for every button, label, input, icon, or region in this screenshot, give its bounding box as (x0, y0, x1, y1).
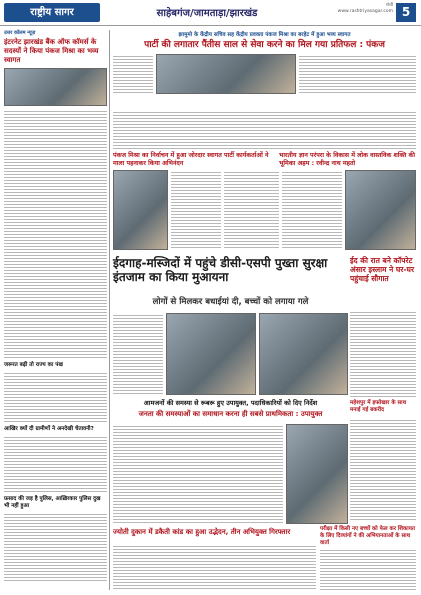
column-rule (109, 30, 110, 590)
left-column (4, 30, 107, 590)
edition-city: रांची (385, 3, 393, 8)
newspaper-logo: राष्ट्रीय सागर (4, 3, 100, 22)
lower-caption: आमजनों की समस्या से रूबरू हुए उपायुक्त, पदाधिकारियों को दिए निर्देश (143, 399, 318, 407)
exam-text (320, 548, 416, 590)
right-text-1 (350, 310, 416, 398)
lower-photo-2 (259, 313, 348, 395)
mid-photo-2 (345, 170, 416, 250)
masthead-meta (333, 3, 393, 15)
left-article-text-2 (4, 371, 107, 423)
banner-right-box (350, 256, 416, 306)
mid-text-1 (171, 170, 220, 250)
top-story (113, 30, 416, 92)
mid-left-hl-box (113, 152, 273, 166)
banner-right-headline: ईद की रात बने कॉपरेट अंसार इस्लाम ने घर-घर पहुंचाई सौगात (350, 256, 415, 283)
bottom-headline: ज्योती दुकान में डकैती कांड का हुआ उद्भेदन, तीन अभियुक्त गिरफ्तार (113, 528, 291, 536)
left-photo (4, 68, 107, 106)
website: www.rashtriyasagar.com (337, 9, 393, 14)
top-text-1 (113, 54, 153, 94)
mid-row (113, 110, 416, 150)
top-photo (156, 54, 296, 94)
page-number: 5 (396, 3, 416, 22)
mid-block (113, 170, 416, 250)
masthead (0, 0, 421, 26)
lower-photo-1 (166, 313, 256, 395)
left-article-text-4 (4, 512, 107, 582)
edition-title: साहेबगंज/जामताड़ा/झारखंड (156, 8, 258, 19)
top-text-2 (299, 54, 416, 94)
lower-headline: जनता की समस्याओं का समाधान करना ही सबसे प्राथमिकता : उपायुक्त (138, 410, 323, 418)
right-text-2 (350, 418, 416, 522)
top-headline: पार्टी की लगातार पैंतीस साल से सेवा करने का मिल गया प्रतिफल : पंकज (144, 40, 385, 50)
mid-photo-1 (113, 170, 168, 250)
left-sub3: फ़साद की जड़ है पुलिस, आख़िरकार पुलिस दुख भी नहीं हुआ (4, 496, 101, 509)
lower-text-2 (113, 424, 283, 524)
top-kicker: झामुमो के केंद्रीय सचिव सह केंद्रीय प्रवक्ता पंकज मिश्रा का बरहेट में हुआ भव्य स्वागत (178, 32, 351, 38)
mid-right-headline: भारतीय ज्ञान परंपरा के विकास में लोक वास्तविक शक्ति की भूमिका अहम : रवीन्द्र नाथ महतो (279, 152, 416, 167)
lower-photo-3 (286, 424, 348, 524)
mid-text-2 (224, 170, 279, 250)
lower-block (113, 313, 348, 395)
mid-text-3 (282, 170, 341, 250)
lower-text-1 (113, 313, 163, 395)
right-headline-2: महेशपुर में इफ्तेखार के साथ मनाई गई बकरीद (350, 400, 407, 413)
left-kicker: उत्तर कॉलम न्यूज़ (4, 30, 36, 36)
left-article-text-3 (4, 435, 107, 493)
mid-text (113, 110, 416, 150)
left-headline: इंटरनेट झारखंड बैंक ऑफ कॉमर्स के सदस्यों ने किया पंकज मिश्रा का भव्य स्वागत (4, 38, 99, 64)
banner-subline: लोगों से मिलकर बधाईयां दी, बच्चों को लगाया गले (152, 297, 309, 307)
banner-box (113, 256, 348, 284)
left-sub2: आखिर क्यों दी ग्रामीणों ने अनदेखी चेतावनी? (4, 426, 94, 432)
left-sub1: जरूरत बढ़ी तो राज्य का पंख (4, 362, 63, 368)
mid-left-headline: पंकज मिश्रा का निर्वाचन में हुआ जोरदार स्वागत पार्टी कार्यकर्ताओं ने माला पहनाकर किया अभिनंदन (113, 152, 269, 167)
mid-right-hl-box (279, 152, 416, 166)
left-article-text (4, 109, 107, 359)
banner-headline: ईदगाह-मस्जिदों में पहुंचे डीसी-एसपी पुख्ता सुरक्षा इंतजाम का किया मुआयना (113, 256, 328, 284)
exam-headline: परीक्षा में किसी नए बच्चों को फेल कर शिकायत के लिए दिव्यांगों ने की अभियानताओं के साथ वार्ता (320, 526, 416, 546)
bottom-text (113, 544, 316, 590)
